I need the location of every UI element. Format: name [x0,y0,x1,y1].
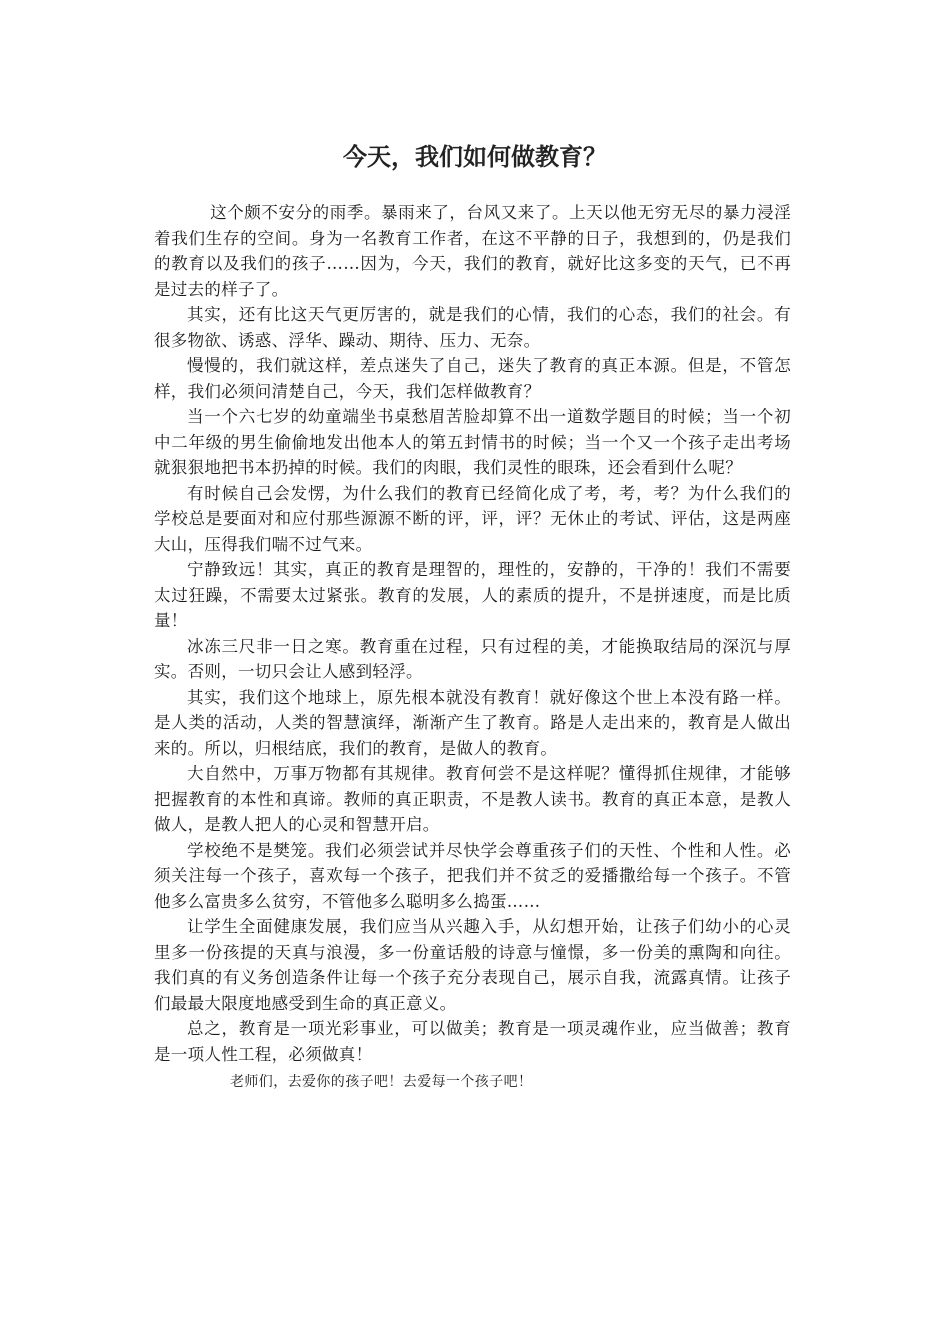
paragraph: 学校绝不是樊笼。我们必须尝试并尽快学会尊重孩子们的天性、个性和人性。必须关注每一个孩子，喜欢每一个孩子，把我们并不贫乏的爱播撒给每一个孩子。不管他多么富贵多么贫穷，不管他多么聪明多么捣蛋…… [154,840,791,911]
paragraph: 总之，教育是一项光彩事业，可以做美；教育是一项灵魂作业，应当做善；教育是一项人性工程，必须做真！ [154,1019,791,1064]
paragraph: 其实，还有比这天气更厉害的，就是我们的心情，我们的心态，我们的社会。有很多物欲、诱惑、浮华、躁动、期待、压力、无奈。 [154,305,791,350]
paragraph: 慢慢的，我们就这样，差点迷失了自己，迷失了教育的真正本源。但是，不管怎样，我们必须问清楚自己，今天，我们怎样做教育？ [154,356,791,401]
closing-line: 老师们，去爱你的孩子吧！去爱每一个孩子吧！ [230,1074,533,1090]
document-body [154,200,791,1093]
paragraph: 冰冻三尺非一日之寒。教育重在过程，只有过程的美，才能换取结局的深沉与厚实。否则，一切只会让人感到轻浮。 [154,636,791,681]
paragraph: 这个颇不安分的雨季。暴雨来了，台风又来了。上天以他无穷无尽的暴力浸淫着我们生存的空间。身为一名教育工作者，在这不平静的日子，我想到的，仍是我们的教育以及我们的孩子……因为，今天，我们的教育，就好比这多变的天气，已不再是过去的样子了。 [154,203,791,299]
paragraph: 大自然中，万事万物都有其规律。教育何尝不是这样呢？懂得抓住规律，才能够把握教育的本性和真谛。教师的真正职责，不是教人读书。教育的真正本意，是教人做人，是教人把人的心灵和智慧开启。 [154,764,791,834]
paragraph: 其实，我们这个地球上，原先根本就没有教育！就好像这个世上本没有路一样。是人类的活动，人类的智慧演绎，渐渐产生了教育。路是人走出来的，教育是人做出来的。所以，归根结底，我们的教育，是做人的教育。 [154,687,791,758]
paragraph: 有时候自己会发愣，为什么我们的教育已经简化成了考，考，考？为什么我们的学校总是要面对和应付那些源源不断的评，评，评？无休止的考试、评估，这是两座大山，压得我们喘不过气来。 [154,483,791,554]
paragraph: 宁静致远！其实，真正的教育是理智的，理性的，安静的，干净的！我们不需要太过狂躁，不需要太过紧张。教育的发展，人的素质的提升，不是拼速度，而是比质量！ [154,560,791,630]
paragraph: 当一个六七岁的幼童端坐书桌愁眉苦脸却算不出一道数学题目的时候；当一个初中二年级的男生偷偷地发出他本人的第五封情书的时候；当一个又一个孩子走出考场就狠狠地把书本扔掉的时候。我们的肉眼，我们灵性的眼珠，还会看到什么呢？ [154,407,791,477]
paragraph: 让学生全面健康发展，我们应当从兴趣入手，从幻想开始，让孩子们幼小的心灵里多一份孩提的天真与浪漫，多一份童话般的诗意与憧憬，多一份美的熏陶和向往。我们真的有义务创造条件让每一个孩子充分表现自己，展示自我，流露真情。让孩子们最最大限度地感受到生命的真正意义。 [154,917,791,1013]
document-title: 今天，我们如何做教育？ [343,142,607,171]
